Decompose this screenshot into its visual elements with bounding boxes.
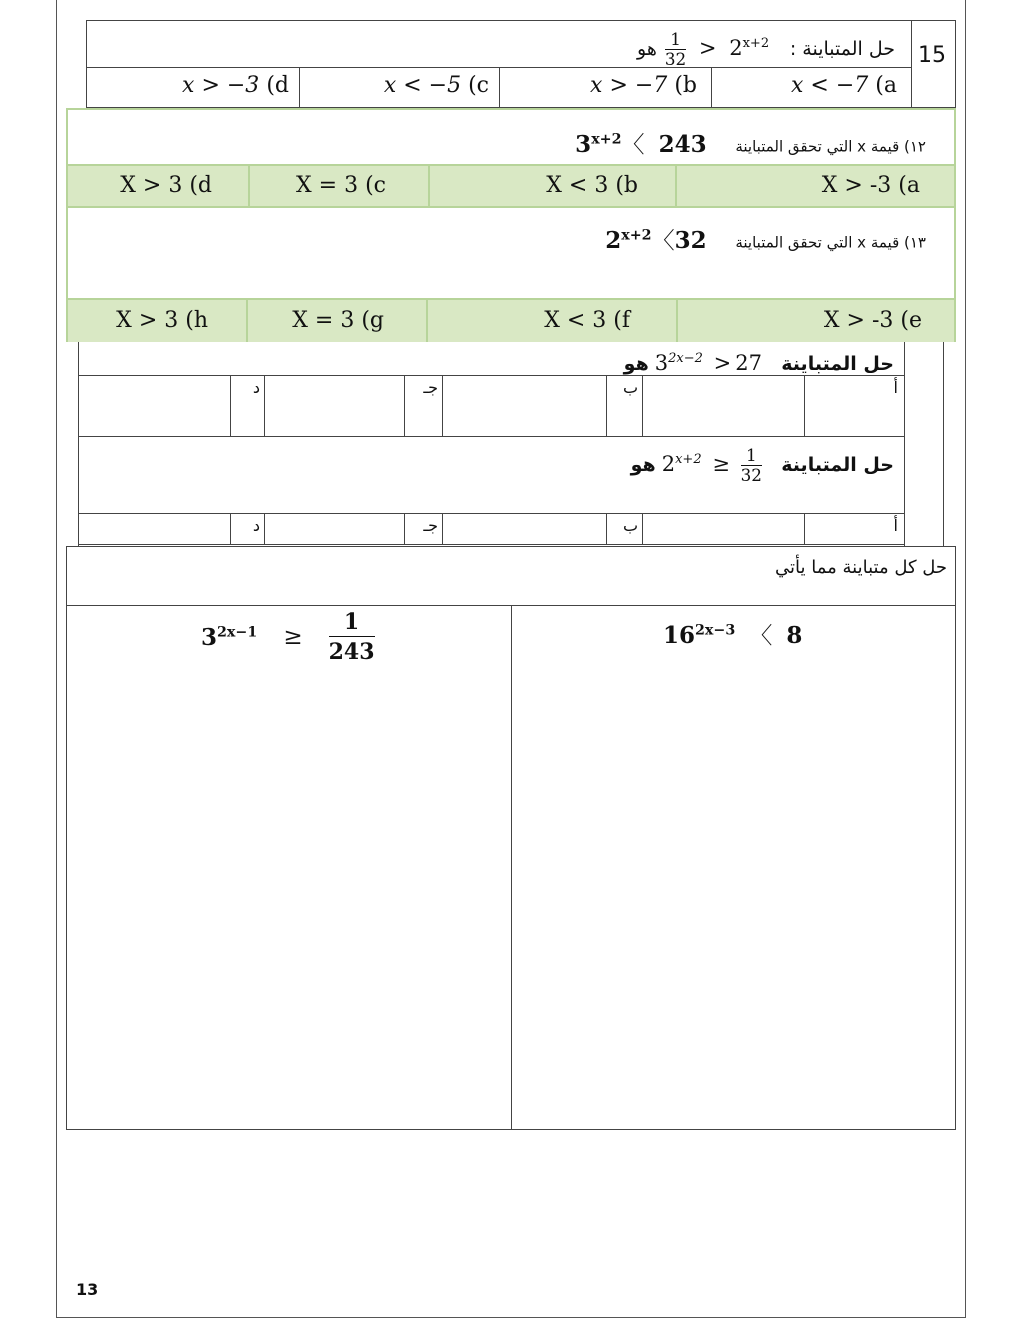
qA-question: حل المتباينة $3^{2x-2} > 27$ هو bbox=[623, 351, 894, 375]
q12-option-c[interactable]: X = 3 (c bbox=[296, 173, 386, 198]
q12-q13-block bbox=[66, 108, 956, 342]
q12-option-a[interactable]: X > -3 (a bbox=[821, 173, 920, 198]
q15-frac: $\frac{1}{32}$ bbox=[664, 29, 687, 69]
q15-question: حل المتباينة : $\frac{1}{32}$ > $2^{x+2}$ هو bbox=[637, 29, 895, 69]
q15-option-b[interactable]: x > −7 (b bbox=[590, 73, 697, 98]
q15-option-c[interactable]: x < −5 (c bbox=[383, 73, 489, 98]
exercise-right-problem: $16^{2x-3}$ 〈 8 bbox=[663, 622, 803, 649]
q13-option-h[interactable]: X > 3 (h bbox=[116, 308, 208, 333]
q15-suffix: هو bbox=[637, 38, 657, 60]
qA-prompt: حل المتباينة bbox=[781, 353, 894, 375]
qB-choice-c[interactable]: جـ bbox=[423, 516, 438, 535]
qB-prompt: حل المتباينة bbox=[781, 454, 894, 476]
q13-option-f[interactable]: X < 3 (f bbox=[544, 308, 630, 333]
q12-question: ١٢) قيمة x التي تحقق المتباينة $3^{x+2}$〈 243 bbox=[575, 130, 926, 158]
qA-choice-a[interactable]: أ bbox=[893, 378, 898, 397]
qB-question: حل المتباينة $2^{x+2}$ ≥ $\frac{1}{32}$ هو bbox=[630, 445, 894, 485]
qB-choices-row bbox=[78, 513, 904, 545]
q13-option-e[interactable]: X > -3 (e bbox=[823, 308, 922, 333]
q13-prompt: ١٣) قيمة x التي تحقق المتباينة bbox=[735, 233, 926, 252]
q15-table bbox=[86, 20, 956, 108]
exercise-table bbox=[66, 546, 956, 1130]
q15-number: 15 bbox=[918, 43, 946, 68]
qA-choice-c[interactable]: جـ bbox=[423, 378, 438, 397]
qB-choice-d[interactable]: د bbox=[252, 516, 260, 535]
q12-option-b[interactable]: X < 3 (b bbox=[546, 173, 638, 198]
qB-suffix: هو bbox=[630, 454, 656, 476]
q12-prompt: ١٢) قيمة x التي تحقق المتباينة bbox=[735, 137, 926, 156]
page-number: 13 bbox=[76, 1280, 99, 1299]
q13-question: ١٣) قيمة x التي تحقق المتباينة $2^{x+2}$〈32 bbox=[605, 226, 926, 254]
q12-options-row bbox=[68, 164, 954, 208]
qA-suffix: هو bbox=[623, 353, 649, 375]
q13-option-g[interactable]: X = 3 (g bbox=[292, 308, 384, 333]
qB-choice-b[interactable]: ب bbox=[622, 516, 638, 535]
q15-option-a[interactable]: x < −7 (a bbox=[791, 73, 897, 98]
qA-choice-b[interactable]: ب bbox=[622, 378, 638, 397]
q15-prompt: حل المتباينة : bbox=[789, 38, 895, 60]
exercise-heading: حل كل متباينة مما يأتي bbox=[775, 557, 947, 578]
q12-option-d[interactable]: X > 3 (d bbox=[120, 173, 212, 198]
exercise-left-problem: $3^{2x-1}$ ≥ $\frac{1}{243}$ bbox=[201, 609, 375, 665]
q15-option-d[interactable]: x > −3 (d bbox=[182, 73, 289, 98]
qB-choice-a[interactable]: أ bbox=[893, 516, 898, 535]
qA-choices-row bbox=[78, 375, 904, 437]
qA-choice-d[interactable]: د bbox=[252, 378, 260, 397]
q13-options-row bbox=[68, 298, 954, 342]
